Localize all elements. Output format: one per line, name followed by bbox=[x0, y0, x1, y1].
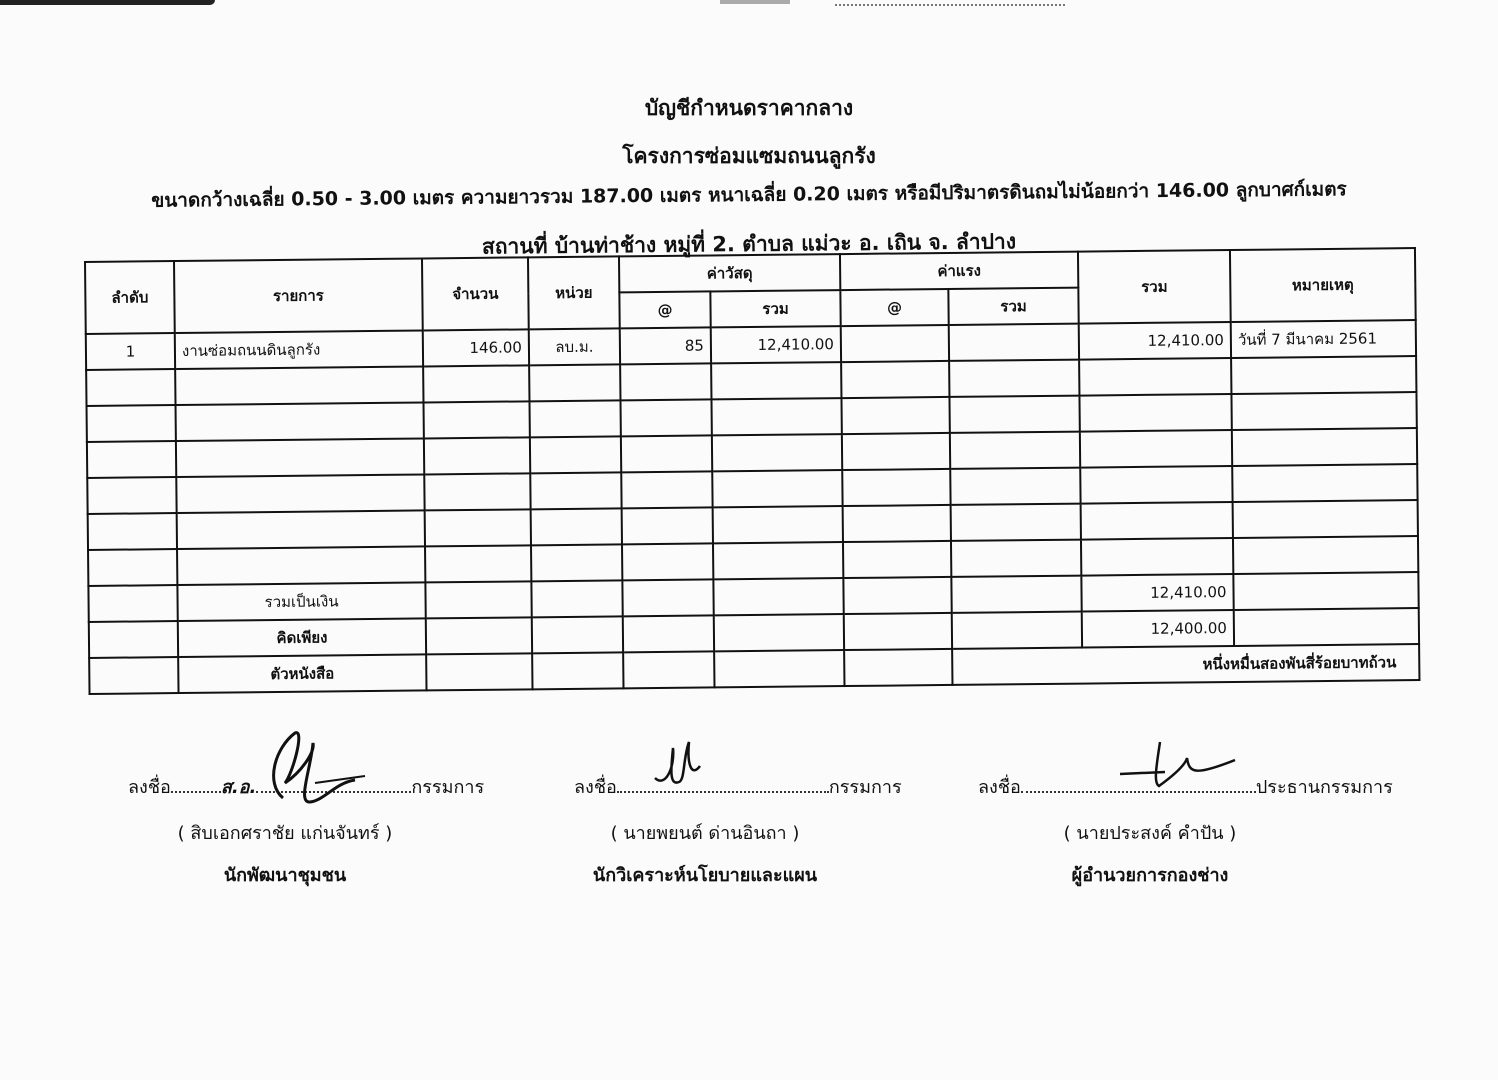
header-note: หมายเหตุ bbox=[1230, 248, 1416, 322]
sign-prefix: ลงชื่อ bbox=[978, 777, 1021, 798]
project-location: สถานที่ บ้านท่าช้าง หมู่ที่ 2. ตำบล แม่วะ อ. เถิน จ. ลำปาง bbox=[481, 229, 1017, 259]
handwritten-signature-3 bbox=[1115, 738, 1240, 794]
signer-initials: ส.อ. bbox=[220, 777, 257, 798]
scan-edge-marks bbox=[0, 0, 1498, 10]
cell-labor-total bbox=[949, 324, 1079, 361]
handwritten-signature-2 bbox=[645, 738, 705, 794]
header-labor: ค่าแรง bbox=[840, 252, 1078, 290]
rounded-value: 12,400.00 bbox=[1082, 610, 1234, 648]
header-qty: จำนวน bbox=[422, 257, 529, 330]
price-table-container bbox=[84, 247, 1418, 695]
signer-name-3: ( นายประสงค์ คำปัน ) bbox=[1063, 823, 1237, 844]
project-name: โครงการซ่อมแซมถนนลูกรัง bbox=[622, 144, 876, 168]
cell-material-total: 12,410.00 bbox=[711, 326, 841, 363]
signer-role: กรรมการ bbox=[411, 777, 485, 798]
words-value: หนึ่งหมื่นสองพันสี่ร้อยบาทถ้วน bbox=[952, 644, 1419, 685]
cell-total: 12,410.00 bbox=[1079, 322, 1231, 360]
sign-prefix: ลงชื่อ bbox=[128, 777, 171, 798]
price-estimate-table bbox=[84, 247, 1420, 695]
header-item: รายการ bbox=[174, 258, 423, 333]
header-no: ลำดับ bbox=[85, 261, 175, 334]
header-labor-sum: รวม bbox=[948, 288, 1078, 325]
cell-labor-unit-price bbox=[841, 325, 949, 362]
header-total: รวม bbox=[1078, 250, 1231, 324]
words-label: ตัวหนังสือ bbox=[178, 654, 426, 693]
handwritten-signature-1 bbox=[255, 728, 375, 808]
signature-line-2 bbox=[574, 772, 902, 801]
header-unit: หน่วย bbox=[528, 256, 620, 329]
cell-item: งานซ่อมถนนดินลูกรัง bbox=[175, 330, 423, 369]
cell-unit: ลบ.ม. bbox=[529, 328, 620, 365]
signer-name-1: ( สิบเอกศราชัย แก่นจันทร์ ) bbox=[177, 823, 393, 844]
sum-value: 12,410.00 bbox=[1081, 574, 1233, 612]
sum-label: รวมเป็นเงิน bbox=[177, 582, 425, 621]
sign-prefix: ลงชื่อ bbox=[574, 777, 617, 798]
header-material-unit-price: @ bbox=[619, 291, 710, 328]
cell-material-unit-price: 85 bbox=[620, 327, 711, 364]
header-material-sum: รวม bbox=[710, 290, 840, 327]
rounded-label: คิดเพียง bbox=[178, 618, 426, 657]
signer-position-1: นักพัฒนาชุมชน bbox=[223, 865, 347, 886]
signer-position-3: ผู้อำนวยการกองช่าง bbox=[1071, 865, 1229, 886]
header-labor-unit-price: @ bbox=[840, 289, 948, 326]
signer-role: ประธานกรรมการ bbox=[1255, 777, 1393, 798]
cell-qty: 146.00 bbox=[423, 329, 529, 366]
cell-note: วันที่ 7 มีนาคม 2561 bbox=[1231, 320, 1416, 358]
signer-name-2: ( นายพยนต์ ด่านอินถา ) bbox=[610, 823, 800, 844]
project-spec: ขนาดกว้างเฉลี่ย 0.50 - 3.00 เมตร ความยาวรวม 187.00 เมตร หนาเฉลี่ย 0.20 เมตร หรือมีปริมาตรดินถมไม่น้อยกว่า 146.00 ลูกบาศก์เมตร bbox=[151, 178, 1347, 212]
header-material: ค่าวัสดุ bbox=[619, 254, 840, 292]
cell-no: 1 bbox=[86, 333, 175, 370]
signer-role: กรรมการ bbox=[828, 777, 902, 798]
signer-position-2: นักวิเคราะห์นโยบายและแผน bbox=[592, 865, 818, 886]
document-title: บัญชีกำหนดราคากลาง bbox=[644, 96, 854, 120]
